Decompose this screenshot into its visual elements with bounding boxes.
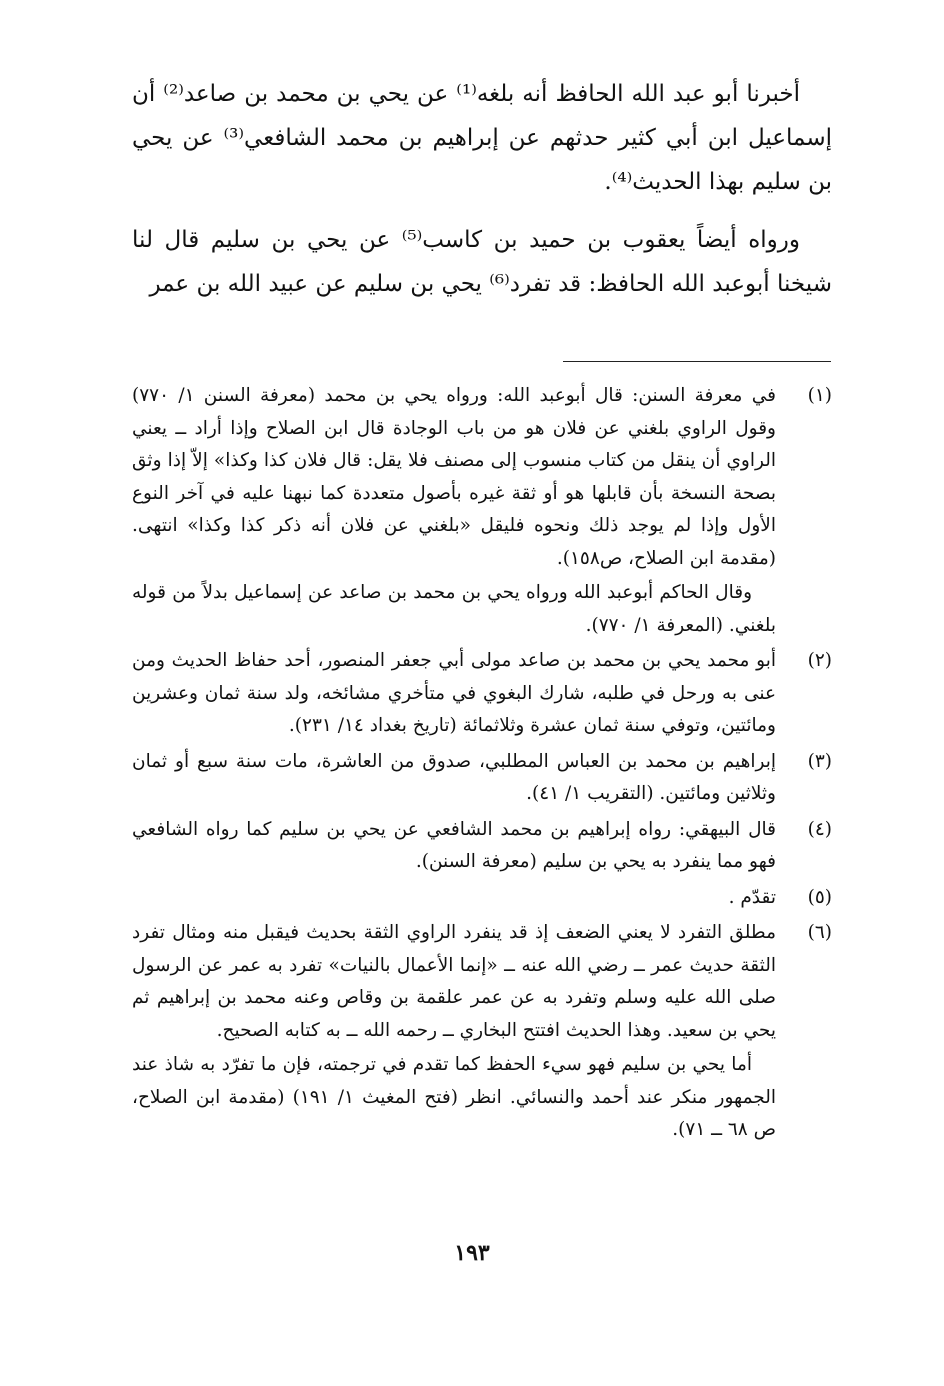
footnote-text: أما يحي بن سليم فهو سيء الحفظ كما تقدم في ترجمته، فإن ما تفرّد به شاذ عند الجمهور منكر عند أحمد والنسائي. انظر (فتح المغيث ١/ ١٩١) (مقدمة ابن الصلاح، ص ٦٨ ــ ٧١). xyxy=(132,1054,776,1140)
footnote-text: تقدّم . xyxy=(728,886,776,908)
footnote-4 xyxy=(132,814,832,879)
footnote-number: (٢) xyxy=(807,650,832,671)
footnote-text: وقال الحاكم أبوعبد الله ورواه يحي بن محمد بن صاعد عن إسماعيل بدلاً من قوله بلغني. (المعرفة ١/ ٧٧٠). xyxy=(132,582,776,636)
footnote-number: (٥) xyxy=(807,886,832,908)
footnote-number: (٤) xyxy=(807,818,832,840)
body-paragraph-1: أخبرنا أبو عبد الله الحافظ أنه بلغه⁽¹⁾ عن يحي بن محمد بن صاعد⁽²⁾ أن إسماعيل ابن أبي كثير حدثهم عن إبراهيم بن محمد الشافعي⁽³⁾ عن يحي بن سليم بهذا الحديث⁽⁴⁾. xyxy=(132,81,832,195)
footnote-text: مطلق التفرد لا يعني الضعف إذ قد ينفرد الراوي الثقة بحديث فيقبل منه ومثال تفرد الثقة حديث عمر ــ رضي الله عنه ــ «إنما الأعمال بالنيات» تفرد به عمر عن الرسول صلى الله عليه وسلم وتفرد به عن عمر علقمة بن وقاص وعنه محمد بن إبراهيم ثم يحي بن سعيد. وهذا الحديث افتتح البخاري ــ رحمه الله ــ به كتابه الصحيح. xyxy=(132,922,776,1041)
footnote-separator xyxy=(563,361,831,362)
footnote-number: (٣) xyxy=(807,750,832,772)
footnote-1 xyxy=(132,380,832,642)
footnotes xyxy=(132,380,832,1150)
footnote-text: إبراهيم بن محمد بن العباس المطلبي، صدوق من العاشرة، مات سنة سبع أو ثمان وثلاثين ومائتين. (التقريب ١/ ٤١). xyxy=(132,750,776,804)
footnote-6 xyxy=(132,917,832,1147)
footnote-text: قال البيهقي: رواه إبراهيم بن محمد الشافعي عن يحي بن سليم كما رواه الشافعي فهو مما ينفرد به يحي بن سليم (معرفة السنن). xyxy=(132,818,776,872)
body-paragraph-2: ورواه أيضاً يعقوب بن حميد بن كاسب⁽⁵⁾ عن يحي بن سليم قال لنا شيخنا أبوعبد الله الحافظ: قد تفرد⁽⁶⁾ يحي بن سليم عن عبيد الله بن عمر xyxy=(132,227,832,297)
footnote-body xyxy=(132,882,776,915)
footnote-body xyxy=(132,814,776,879)
footnote-2 xyxy=(132,645,832,743)
footnote-text: في معرفة السنن: قال أبوعبد الله: ورواه يحي بن محمد (معرفة السنن ١/ ٧٧٠) وقول الراوي بلغني عن فلان هو من باب الوجادة قال ابن الصلاح وإذا أراد ــ يعني الراوي أن ينقل من كتاب منسوب إلى مصنف فلا يقل: قال فلان كذا وكذا» إلاّ إذا وثق بصحة النسخة بأن قابلها هو أو ثقة غيره بأصول متعددة كما نبهنا عليه في آخر النوع الأول وإذا لم يوجد ذلك ونحوه فليقل «بلغني عن فلان أنه ذكر كذا وكذا» انتهى. (مقدمة ابن الصلاح، ص١٥٨). xyxy=(132,385,776,569)
footnote-body xyxy=(132,645,776,743)
footnote-number: (٦) xyxy=(807,922,832,943)
footnote-text: أبو محمد يحي بن محمد بن صاعد مولى أبي جعفر المنصور، أحد حفاظ الحديث ومن عنى به ورحل في طلبه، شارك البغوي في متأخري مشائخه، ولد سنة ثمان وعشرين ومائتين، وتوفي سنة ثمان عشرة وثلاثمائة (تاريخ بغداد ١٤/ ٢٣١). xyxy=(132,650,776,736)
page-number: ١٩٣ xyxy=(454,1240,490,1266)
footnote-body xyxy=(132,746,776,811)
footnote-5 xyxy=(132,882,832,915)
footnote-body xyxy=(132,917,776,1147)
footnote-3 xyxy=(132,746,832,811)
footnote-body xyxy=(132,380,776,642)
footnote-number: (١) xyxy=(807,385,832,406)
main-text xyxy=(132,72,832,320)
